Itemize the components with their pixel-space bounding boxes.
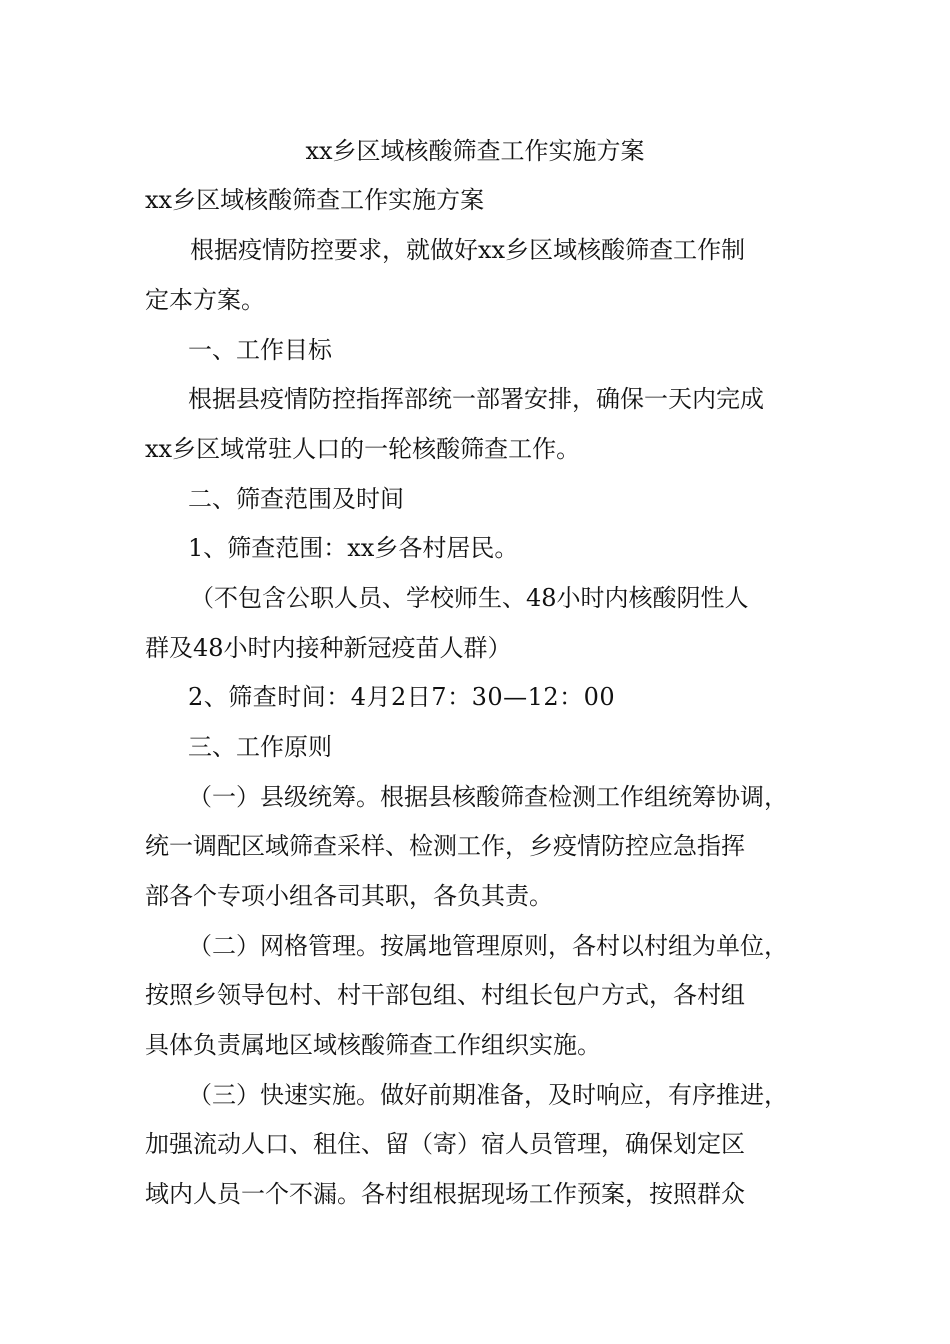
paragraph-line: 根据县疫情防控指挥部统一部署安排，确保一天内完成: [188, 385, 764, 413]
paragraph-line: 2、筛查时间：4月2日7：30—12：00: [188, 683, 616, 711]
paragraph-line: 部各个专项小组各司其职，各负其责。: [145, 882, 553, 910]
paragraph-line: 统一调配区域筛查采样、检测工作，乡疫情防控应急指挥: [145, 832, 745, 860]
paragraph-line: （三）快速实施。做好前期准备，及时响应，有序推进，: [188, 1081, 788, 1109]
paragraph-line: 具体负责属地区域核酸筛查工作组织实施。: [145, 1031, 601, 1059]
paragraph-line: xx乡区域常驻人口的一轮核酸筛查工作。: [145, 435, 581, 463]
paragraph-line: （不包含公职人员、学校师生、48小时内核酸阴性人: [190, 584, 749, 612]
section-heading: 一、工作目标: [188, 336, 332, 364]
paragraph-line: 群及48小时内接种新冠疫苗人群）: [145, 634, 512, 662]
paragraph-line: 按照乡领导包村、村干部包组、村组长包户方式，各村组: [145, 981, 745, 1009]
paragraph-line: （一）县级统筹。根据县核酸筛查检测工作组统筹协调，: [188, 783, 788, 811]
paragraph-line: 定本方案。: [145, 286, 265, 314]
subtitle-line: xx乡区域核酸筛查工作实施方案: [145, 186, 485, 214]
paragraph-line: 域内人员一个不漏。各村组根据现场工作预案，按照群众: [145, 1180, 745, 1208]
paragraph-line: （二）网格管理。按属地管理原则，各村以村组为单位，: [188, 932, 788, 960]
section-heading: 二、筛查范围及时间: [188, 485, 404, 513]
section-heading: 三、工作原则: [188, 733, 332, 761]
document-title: xx乡区域核酸筛查工作实施方案: [305, 137, 645, 165]
paragraph-line: 根据疫情防控要求，就做好xx乡区域核酸筛查工作制: [190, 236, 746, 264]
paragraph-line: 加强流动人口、租住、留（寄）宿人员管理，确保划定区: [145, 1130, 745, 1158]
paragraph-line: 1、筛查范围：xx乡各村居民。: [188, 534, 519, 562]
